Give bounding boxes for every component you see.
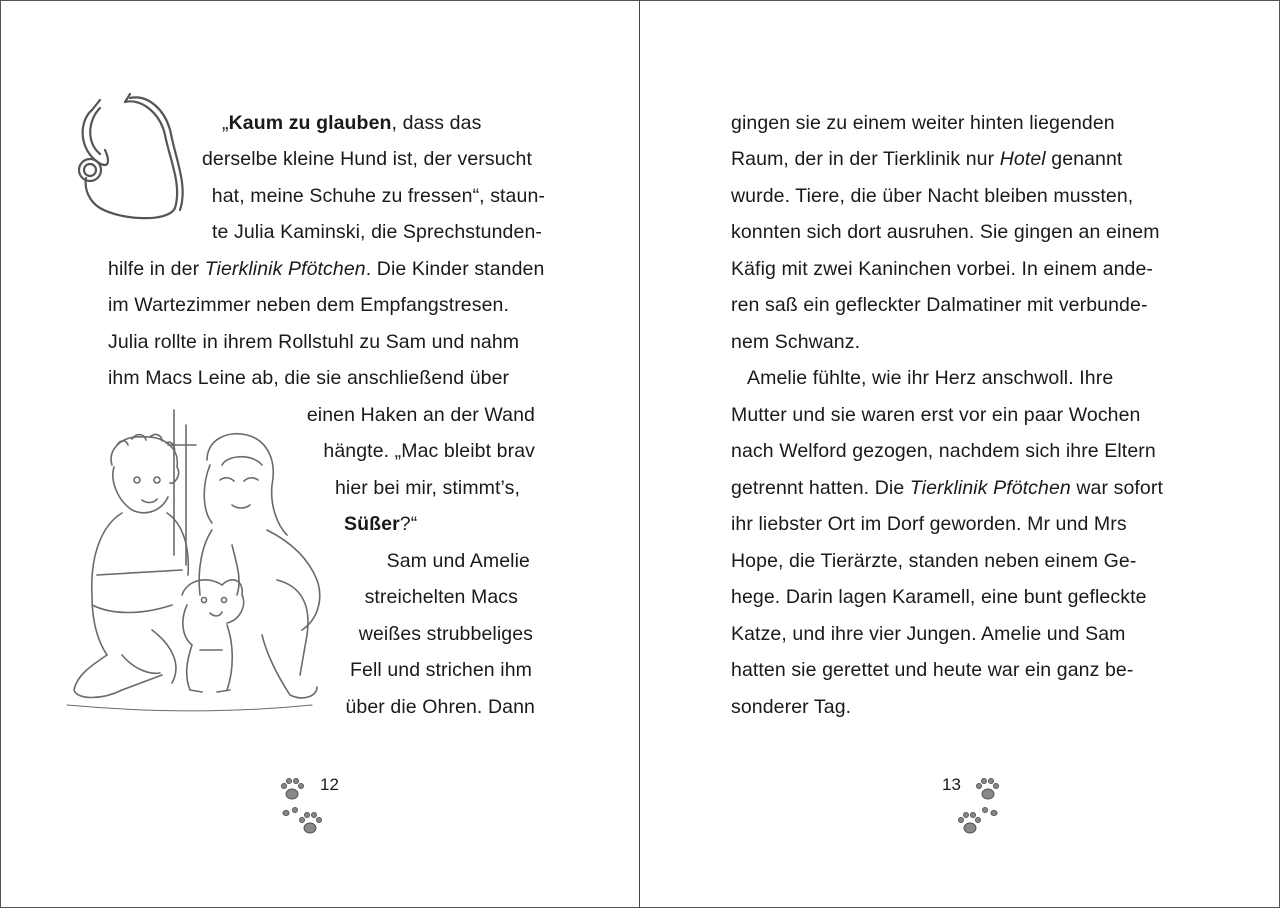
text-line: „Kaum zu glauben, dass das [222,112,482,134]
text-line: te Julia Kaminski, die Sprechstunden- [212,221,542,243]
right-page-number: 13 [942,775,961,794]
text-line: Süßer?“ [344,513,418,535]
paw-print-icon [952,776,1002,838]
text-line: Amelie fühlte, wie ihr Herz anschwoll. Ihre [747,367,1114,389]
text-line: einen Haken an der Wand [306,404,535,426]
text-line: hege. Darin lagen Karamell, eine bunt gefleckte [731,586,1147,608]
text-line: streichelten Macs [364,586,518,608]
text-line: im Wartezimmer neben dem Empfangstresen. [108,294,510,316]
page-gutter [639,0,640,908]
text-line: nach Welford gezogen, nachdem sich ihre Eltern [731,440,1156,462]
text-line: sonderer Tag. [731,696,852,718]
text-line: derselbe kleine Hund ist, der versucht [201,148,532,170]
left-page-number: 12 [320,775,339,794]
text-line: Julia rollte in ihrem Rollstuhl zu Sam und nahm [108,331,520,353]
text-line: weißes strubbeliges [358,623,533,645]
text-line: Sam und Amelie [386,550,530,572]
text-line: wurde. Tiere, die über Nacht bleiben mussten, [731,185,1134,207]
text-line: Katze, und ihre vier Jungen. Amelie und Sam [731,623,1126,645]
text-line: Fell und strichen ihm [349,659,532,681]
text-line: hatten sie gerettet und heute war ein ganz be- [731,659,1134,681]
text-line: ren saß ein gefleckter Dalmatiner mit verbunde- [731,294,1148,316]
text-line: getrennt hatten. Die Tierklinik Pfötchen war sofort [731,477,1163,499]
text-line: Hope, die Tierärzte, standen neben einem Ge- [731,550,1137,572]
text-line: gingen sie zu einem weiter hinten liegenden [731,112,1115,134]
text-line: Käfig mit zwei Kaninchen vorbei. In einem ande- [731,258,1154,280]
text-line: nem Schwanz. [731,331,861,353]
text-line: Mutter und sie waren erst vor ein paar Wochen [731,404,1141,426]
text-line: ihm Macs Leine ab, die sie anschließend über [108,367,510,389]
text-line: hier bei mir, stimmt’s, [334,477,520,499]
text-line: hängte. „Mac bleibt brav [323,440,535,462]
text-line: hat, meine Schuhe zu fressen“, staun- [211,185,545,207]
text-line: konnten sich dort ausruhen. Sie gingen an einem [731,221,1160,243]
text-line: Raum, der in der Tierklinik nur Hotel genannt [731,148,1123,170]
stethoscope-illustration [70,90,195,225]
children-with-dog-illustration [62,405,327,720]
text-line: über die Ohren. Dann [345,696,535,718]
text-line: ihr liebster Ort im Dorf geworden. Mr und Mrs [731,513,1127,535]
text-line: hilfe in der Tierklinik Pfötchen. Die Kinder standen [108,258,545,280]
